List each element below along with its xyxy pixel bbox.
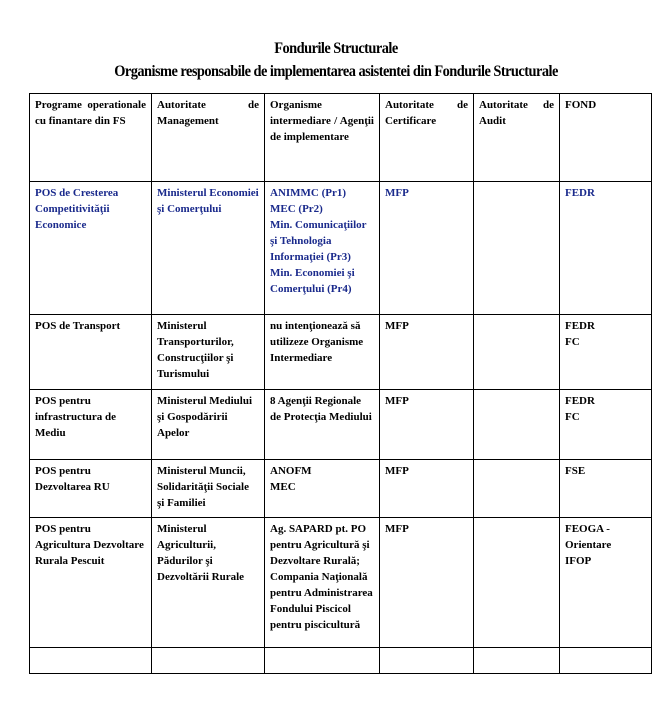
cell-program: POS de Transport (30, 315, 152, 390)
cell-fond (560, 390, 652, 460)
cell-intermediare (265, 518, 380, 648)
fond-item: FEOGA - Orientare (565, 523, 612, 551)
cell-audit (474, 648, 560, 674)
cell-intermediare (265, 648, 380, 674)
fond-item: FSE (565, 465, 586, 477)
fond-item: FEDR (565, 320, 595, 332)
structural-funds-table (29, 93, 652, 674)
cell-fond (560, 182, 652, 315)
intermediar-item: Min. Comunicaţiilor şi Tehnologia Informaţiei (Pr3) (270, 219, 367, 263)
cell-management: Ministerul Economiei şi Comerţului (152, 182, 265, 315)
table-row (30, 315, 652, 390)
cell-fond (560, 648, 652, 674)
intermediar-item: Min. Economiei şi Comerţului (Pr4) (270, 267, 355, 295)
cell-certificare: MFP (380, 182, 474, 315)
cell-fond (560, 460, 652, 518)
fond-item: IFOP (565, 555, 592, 567)
table-row (30, 518, 652, 648)
fond-item: FEDR (565, 395, 595, 407)
cell-certificare (380, 648, 474, 674)
cell-audit (474, 518, 560, 648)
cell-audit (474, 182, 560, 315)
cell-management (152, 648, 265, 674)
header-programe: Programe operationale cu finantare din FS (30, 94, 152, 182)
table-row-empty (30, 648, 652, 674)
cell-intermediare (265, 182, 380, 315)
cell-certificare: MFP (380, 390, 474, 460)
cell-fond (560, 315, 652, 390)
intermediar-item: ANIMMC (Pr1) (270, 187, 347, 199)
cell-program (30, 648, 152, 674)
intermediar-item: 8 Agenţii Regionale de Protecţia Mediului (270, 395, 372, 423)
cell-audit (474, 390, 560, 460)
cell-audit (474, 460, 560, 518)
intermediar-item: nu intenţionează să utilizeze Organisme Intermediare (270, 320, 364, 364)
cell-audit (474, 315, 560, 390)
cell-certificare: MFP (380, 518, 474, 648)
header-autoritate-audit: Autoritate de Audit (474, 94, 560, 182)
table-row (30, 390, 652, 460)
cell-fond (560, 518, 652, 648)
cell-program: POS pentru infrastructura de Mediu (30, 390, 152, 460)
cell-program: POS de Cresterea Competitivităţii Economice (30, 182, 152, 315)
cell-certificare: MFP (380, 460, 474, 518)
fond-item: FC (565, 411, 580, 423)
header-autoritate-certificare: Autoritate de Certificare (380, 94, 474, 182)
table-row (30, 182, 652, 315)
cell-management: Ministerul Mediului şi Gospodăririi Apelor (152, 390, 265, 460)
header-fond: FOND (560, 94, 652, 182)
cell-management: Ministerul Muncii, Solidarităţii Sociale şi Familiei (152, 460, 265, 518)
cell-management: Ministerul Agriculturii, Pădurilor şi Dezvoltării Rurale (152, 518, 265, 648)
cell-intermediare (265, 460, 380, 518)
cell-management: Ministerul Transporturilor, Construcţiilor şi Turismului (152, 315, 265, 390)
intermediar-item: Ag. SAPARD pt. PO pentru Agricultură şi Dezvoltare Rurală; (270, 523, 370, 567)
cell-intermediare (265, 390, 380, 460)
intermediar-item: Compania Naţională pentru Administrarea Fondului Piscicol pentru piscicultură (270, 571, 373, 631)
fond-item: FC (565, 336, 580, 348)
header-organisme-intermediare: Organisme intermediare / Agenţii de implementare (265, 94, 380, 182)
intermediar-item: MEC (Pr2) (270, 203, 323, 215)
cell-program: POS pentru Dezvoltarea RU (30, 460, 152, 518)
table-header-row (30, 94, 652, 182)
cell-certificare: MFP (380, 315, 474, 390)
header-autoritate-management: Autoritate de Management (152, 94, 265, 182)
fond-item: FEDR (565, 187, 595, 199)
table-row (30, 460, 652, 518)
document-title: Fondurile Structurale (274, 40, 398, 57)
intermediar-item: MEC (270, 481, 296, 493)
intermediar-item: ANOFM (270, 465, 312, 477)
document-subtitle: Organisme responsabile de implementarea asistentei din Fondurile Structurale (114, 63, 558, 80)
cell-intermediare (265, 315, 380, 390)
cell-program: POS pentru Agricultura Dezvoltare Rurala Pescuit (30, 518, 152, 648)
